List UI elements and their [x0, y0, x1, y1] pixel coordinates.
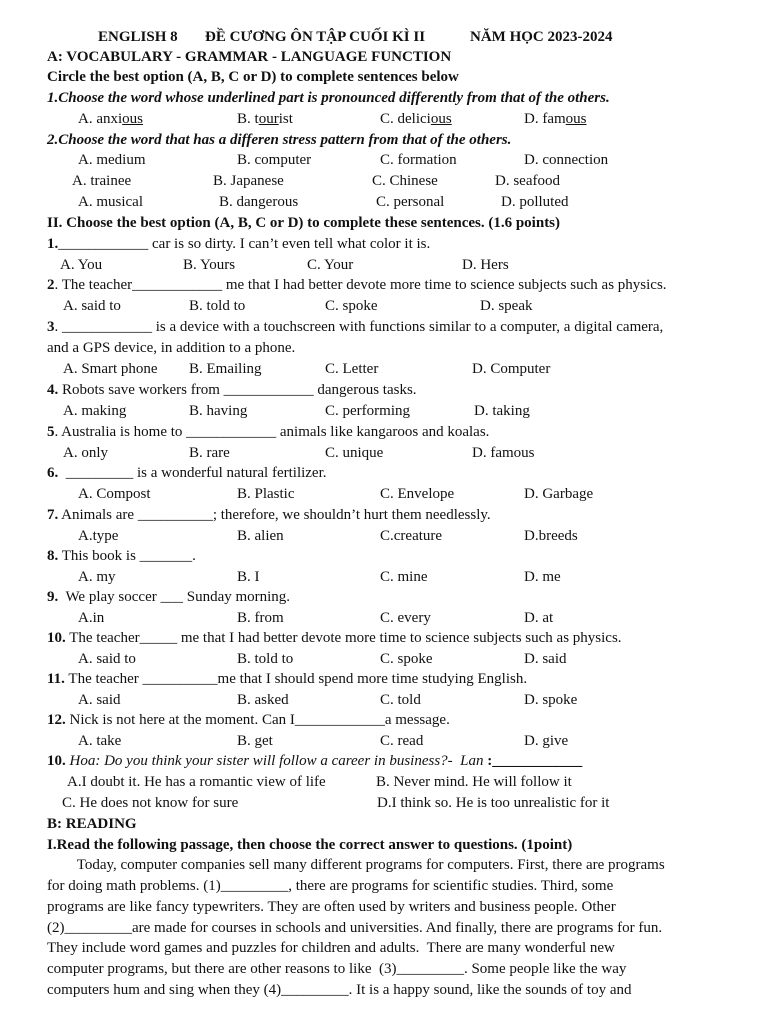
q2-row1-a: A. medium [78, 152, 146, 168]
passage-line-4: (2)_________are made for courses in schools and universities. And finally, there are programs for fun. [47, 920, 663, 936]
ii-q7-c: C.creature [380, 528, 443, 544]
ii-q6-a: A. Compost [78, 486, 151, 502]
ii-q12-b: B. get [237, 733, 273, 749]
ii-q13-d: D.I think so. He is too unrealistic for it [377, 795, 610, 811]
ii-q4-b: B. having [189, 403, 248, 419]
q2-row3-d: D. polluted [501, 194, 569, 210]
ii-q9-b: B. from [237, 610, 284, 626]
q1-option-d: D. famous [524, 111, 587, 127]
ii-q7-a: A.type [78, 528, 119, 544]
ii-q11-d: D. spoke [524, 692, 578, 708]
ii-q10: 10. The teacher_____ me that I had better devote more time to science subjects such as physics. [47, 630, 622, 646]
ii-q11-b: B. asked [237, 692, 289, 708]
q2-row1-d: D. connection [524, 152, 609, 168]
ii-q10-a: A. said to [78, 651, 136, 667]
ii-q1: 1.____________ car is so dirty. I can’t even tell what color it is. [47, 236, 431, 252]
ii-q7: 7. Animals are __________; therefore, we shouldn’t hurt them needlessly. [47, 507, 491, 523]
ii-q6-c: C. Envelope [380, 486, 455, 502]
ii-q8-c: C. mine [380, 569, 428, 585]
header-subject: ENGLISH 8 [98, 29, 178, 45]
q2-row2-b: B. Japanese [213, 173, 284, 189]
ii-q5-b: B. rare [189, 445, 230, 461]
q2-row3-c: C. personal [376, 194, 445, 210]
q2-row2-c: C. Chinese [372, 173, 438, 189]
ii-q12-c: C. read [380, 733, 424, 749]
ii-q1-c: C. Your [307, 257, 354, 273]
ii-q11-c: C. told [380, 692, 421, 708]
q1-option-c: C. delicious [380, 111, 452, 127]
ii-q5-c: C. unique [325, 445, 384, 461]
ii-q6-b: B. Plastic [237, 486, 295, 502]
q2-row2-d: D. seafood [495, 173, 560, 189]
q2-row3-a: A. musical [78, 194, 143, 210]
ii-q10-d: D. said [524, 651, 567, 667]
ii-q7-d: D.breeds [524, 528, 578, 544]
ii-q6: 6. _________ is a wonderful natural fertilizer. [47, 465, 327, 481]
ii-q3-c: C. Letter [325, 361, 379, 377]
ii-q4-d: D. taking [474, 403, 530, 419]
ii-q9-c: C. every [380, 610, 431, 626]
passage-line-2: for doing math problems. (1)_________, there are programs for scientific studies. Third, some [47, 878, 614, 894]
ii-q6-d: D. Garbage [524, 486, 594, 502]
ii-q2-b: B. told to [189, 298, 246, 314]
section-a-instruction: Circle the best option (A, B, C or D) to complete sentences below [47, 69, 459, 85]
passage-line-3: programs are like fancy typewriters. They are often used by writers and business people. Other [47, 899, 616, 915]
passage-line-1: Today, computer companies sell many different programs for computers. First, there are programs [47, 857, 665, 873]
section-b-title: B: READING [47, 816, 137, 832]
q2-row1-c: C. formation [380, 152, 457, 168]
q2-row1-b: B. computer [237, 152, 312, 168]
passage-line-7: computers hum and sing when they (4)_________. It is a happy sound, like the sounds of toy and [47, 982, 632, 998]
ii-q1-a: A. You [60, 257, 103, 273]
ii-q13-c: C. He does not know for sure [62, 795, 239, 811]
ii-q12-a: A. take [78, 733, 122, 749]
ii-q2-c: C. spoke [325, 298, 378, 314]
ii-q4-c: C. performing [325, 403, 410, 419]
section-a-title: A: VOCABULARY - GRAMMAR - LANGUAGE FUNCTION [47, 49, 452, 65]
ii-q8-a: A. my [78, 569, 116, 585]
ii-q8-d: D. me [524, 569, 561, 585]
q1-option-b: B. tourist [237, 111, 293, 127]
ii-q3: 3. ____________ is a device with a touchscreen with functions similar to a computer, a digital camera, [47, 319, 664, 335]
ii-q8-b: B. I [237, 569, 260, 585]
ii-q8: 8. This book is _______. [47, 548, 196, 564]
header-year: NĂM HỌC 2023-2024 [470, 29, 613, 45]
ii-q3-d: D. Computer [472, 361, 551, 377]
ii-q5-a: A. only [63, 445, 108, 461]
section-ii-title: II. Choose the best option (A, B, C or D) to complete these sentences. (1.6 points) [47, 215, 561, 231]
ii-q12: 12. Nick is not here at the moment. Can I____________a message. [47, 712, 450, 728]
q2-title: 2.Choose the word that has a differen stress pattern from that of the others. [47, 132, 512, 148]
ii-q9-d: D. at [524, 610, 554, 626]
q1-title: 1.Choose the word whose underlined part is pronounced differently from that of the others. [47, 90, 610, 106]
ii-q11: 11. The teacher __________me that I should spend more time studying English. [47, 671, 528, 687]
ii-q3-cont: and a GPS device, in addition to a phone. [47, 340, 296, 356]
ii-q13-a: A.I doubt it. He has a romantic view of life [67, 774, 326, 790]
ii-q12-d: D. give [524, 733, 569, 749]
ii-q3-a: A. Smart phone [63, 361, 158, 377]
ii-q4: 4. Robots save workers from ____________ dangerous tasks. [47, 382, 417, 398]
ii-q13: 10. Hoa: Do you think your sister will follow a career in business?- Lan :____________ [47, 753, 583, 769]
ii-q1-b: B. Yours [183, 257, 236, 273]
passage-line-5: They include word games and puzzles for children and adults. There are many wonderful new [47, 940, 615, 956]
ii-q10-c: C. spoke [380, 651, 433, 667]
ii-q10-b: B. told to [237, 651, 294, 667]
q2-row2-a: A. trainee [72, 173, 132, 189]
q2-row3-b: B. dangerous [219, 194, 299, 210]
ii-q13-b: B. Never mind. He will follow it [376, 774, 572, 790]
header-title: ĐỀ CƯƠNG ÔN TẬP CUỐI KÌ II [205, 29, 426, 45]
ii-q2: 2. The teacher____________ me that I had better devote more time to science subjects such as physics. [47, 277, 667, 293]
ii-q2-d: D. speak [480, 298, 533, 314]
ii-q3-b: B. Emailing [189, 361, 262, 377]
ii-q2-a: A. said to [63, 298, 121, 314]
ii-q11-a: A. said [78, 692, 121, 708]
section-b-instruction: I.Read the following passage, then choose the correct answer to questions. (1point) [47, 837, 573, 853]
ii-q5: 5. Australia is home to ____________ animals like kangaroos and koalas. [47, 424, 490, 440]
ii-q9: 9. We play soccer ___ Sunday morning. [47, 589, 291, 605]
q1-option-a: A. anxious [78, 111, 144, 127]
ii-q7-b: B. alien [237, 528, 284, 544]
ii-q5-d: D. famous [472, 445, 535, 461]
ii-q9-a: A.in [78, 610, 105, 626]
passage-line-6: computer programs, but there are other reasons to like (3)_________. Some people like the way [47, 961, 627, 977]
ii-q1-d: D. Hers [462, 257, 509, 273]
ii-q4-a: A. making [63, 403, 127, 419]
